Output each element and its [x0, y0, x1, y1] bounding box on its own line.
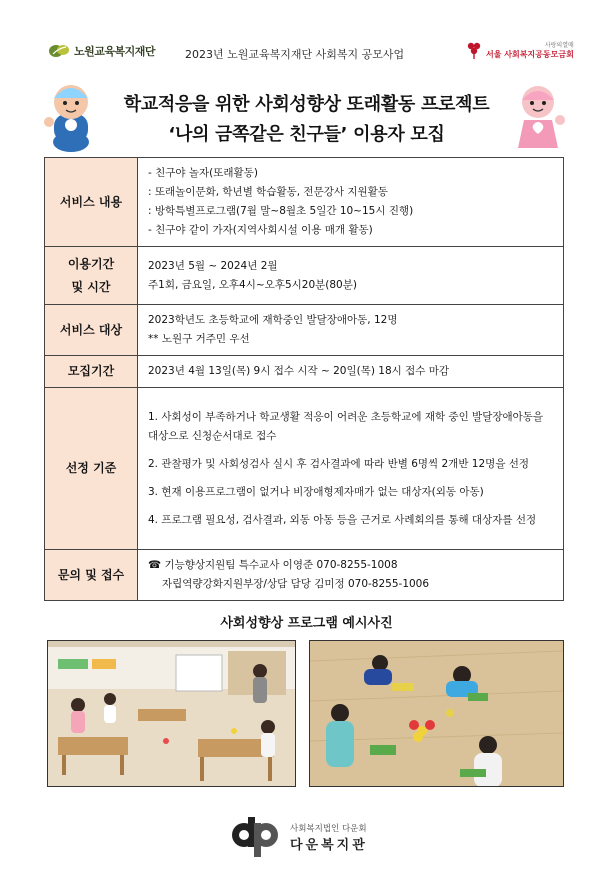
header-project-caption: 2023년 노원교육복지재단 사회복지 공모사업: [185, 48, 405, 61]
title-line-1: 학교적응을 위한 사회성향상 또래활동 프로젝트: [123, 94, 490, 115]
period-content: [138, 247, 564, 305]
service-line: : 또래놀이문화, 학년별 학습활동, 전문강사 지원활동: [148, 186, 388, 198]
red-fruit-icon: [466, 40, 482, 60]
criteria-item: 2. 관찰평가 및 사회성검사 실시 후 검사결과에 따라 반별 6명씩 2개반 12명을 선정: [148, 457, 530, 470]
table-row-service: [45, 158, 564, 247]
noweon-foundation-name: 노원교육복지재단: [74, 45, 156, 58]
criteria-item: 4. 프로그램 필요성, 검사결과, 외동 아동 등을 근거로 사례회의를 통해 대상자를 선정: [148, 513, 537, 526]
table-row-period: [45, 247, 564, 305]
footer-org-sub: 사회복지법인 다운회: [290, 823, 367, 834]
community-chest-name: 서울 사회복지공동모금회: [486, 50, 574, 59]
target-line: ** 노원구 거주민 우선: [148, 333, 250, 345]
love-fruit-label: 사랑의열매: [544, 42, 574, 49]
community-chest-logo: [466, 40, 574, 60]
dawoon-welfare-center-logo: [228, 815, 368, 859]
gallery-title: 사회성향상 프로그램 예시사진: [220, 616, 393, 631]
leaf-icon: [48, 42, 70, 60]
period-label-line-2: 및 시간: [71, 279, 111, 294]
classroom-activity-photo: [47, 640, 296, 787]
table-row-recruit: [45, 356, 564, 388]
floor-game-activity-photo: [309, 640, 564, 787]
criteria-item: 3. 현재 이용프로그램이 없거나 비장애형제자매가 없는 대상자(외동 아동): [148, 485, 484, 498]
phone-icon: ☎: [148, 559, 162, 571]
table-row-contact: [45, 550, 564, 601]
period-label: [45, 247, 138, 305]
footer-org-name: 다운복지관: [290, 837, 368, 853]
dp-logo-icon: [228, 815, 282, 859]
criteria-item: 1. 사회성이 부족하거나 학교생활 적응이 어려운 초등학교에 재학 중인 발달장애아동을 대상으로 신청순서대로 접수: [148, 410, 544, 442]
target-line: 2023학년도 초등학교에 재학중인 발달장애아동, 12명: [148, 314, 398, 326]
noweon-foundation-logo: [48, 42, 155, 60]
criteria-content: [138, 388, 564, 550]
contact-label: 문의 및 접수: [45, 550, 138, 601]
period-line: 2023년 5월 ~ 2024년 2월: [148, 259, 278, 272]
period-line: 주1회, 금요일, 오후4시~오후5시20분(80분): [148, 278, 357, 291]
recruitment-info-table: [44, 157, 564, 601]
contact-line: 기능향상지원팀 특수교사 이영준 070-8255-1008: [164, 559, 398, 571]
service-line: - 친구야 놀자(또래활동): [148, 167, 258, 179]
recruit-line: 2023년 4월 13일(목) 9시 접수 시작 ~ 20일(목) 18시 접수 마감: [148, 365, 450, 377]
recruit-label: 모집기간: [45, 356, 138, 388]
criteria-label: 선정 기준: [45, 388, 138, 550]
title-line-2: ‘나의 금쪽같은 친구들’ 이용자 모집: [168, 124, 445, 145]
table-row-target: [45, 305, 564, 356]
service-line: : 방학특별프로그램(7월 말~8월초 5일간 10~15시 진행): [148, 205, 414, 217]
service-label: 서비스 내용: [45, 158, 138, 247]
service-line: - 친구야 같이 가자(지역사회시설 이용 매개 활동): [148, 224, 373, 236]
target-content: [138, 305, 564, 356]
service-content: [138, 158, 564, 247]
recruit-content: [138, 356, 564, 388]
contact-content: [138, 550, 564, 601]
contact-line: 자립역량강화지원부장/상담 담당 김미정 070-8255-1006: [162, 578, 430, 590]
table-row-criteria: [45, 388, 564, 550]
period-label-line-1: 이용기간: [67, 256, 115, 271]
target-label: 서비스 대상: [45, 305, 138, 356]
